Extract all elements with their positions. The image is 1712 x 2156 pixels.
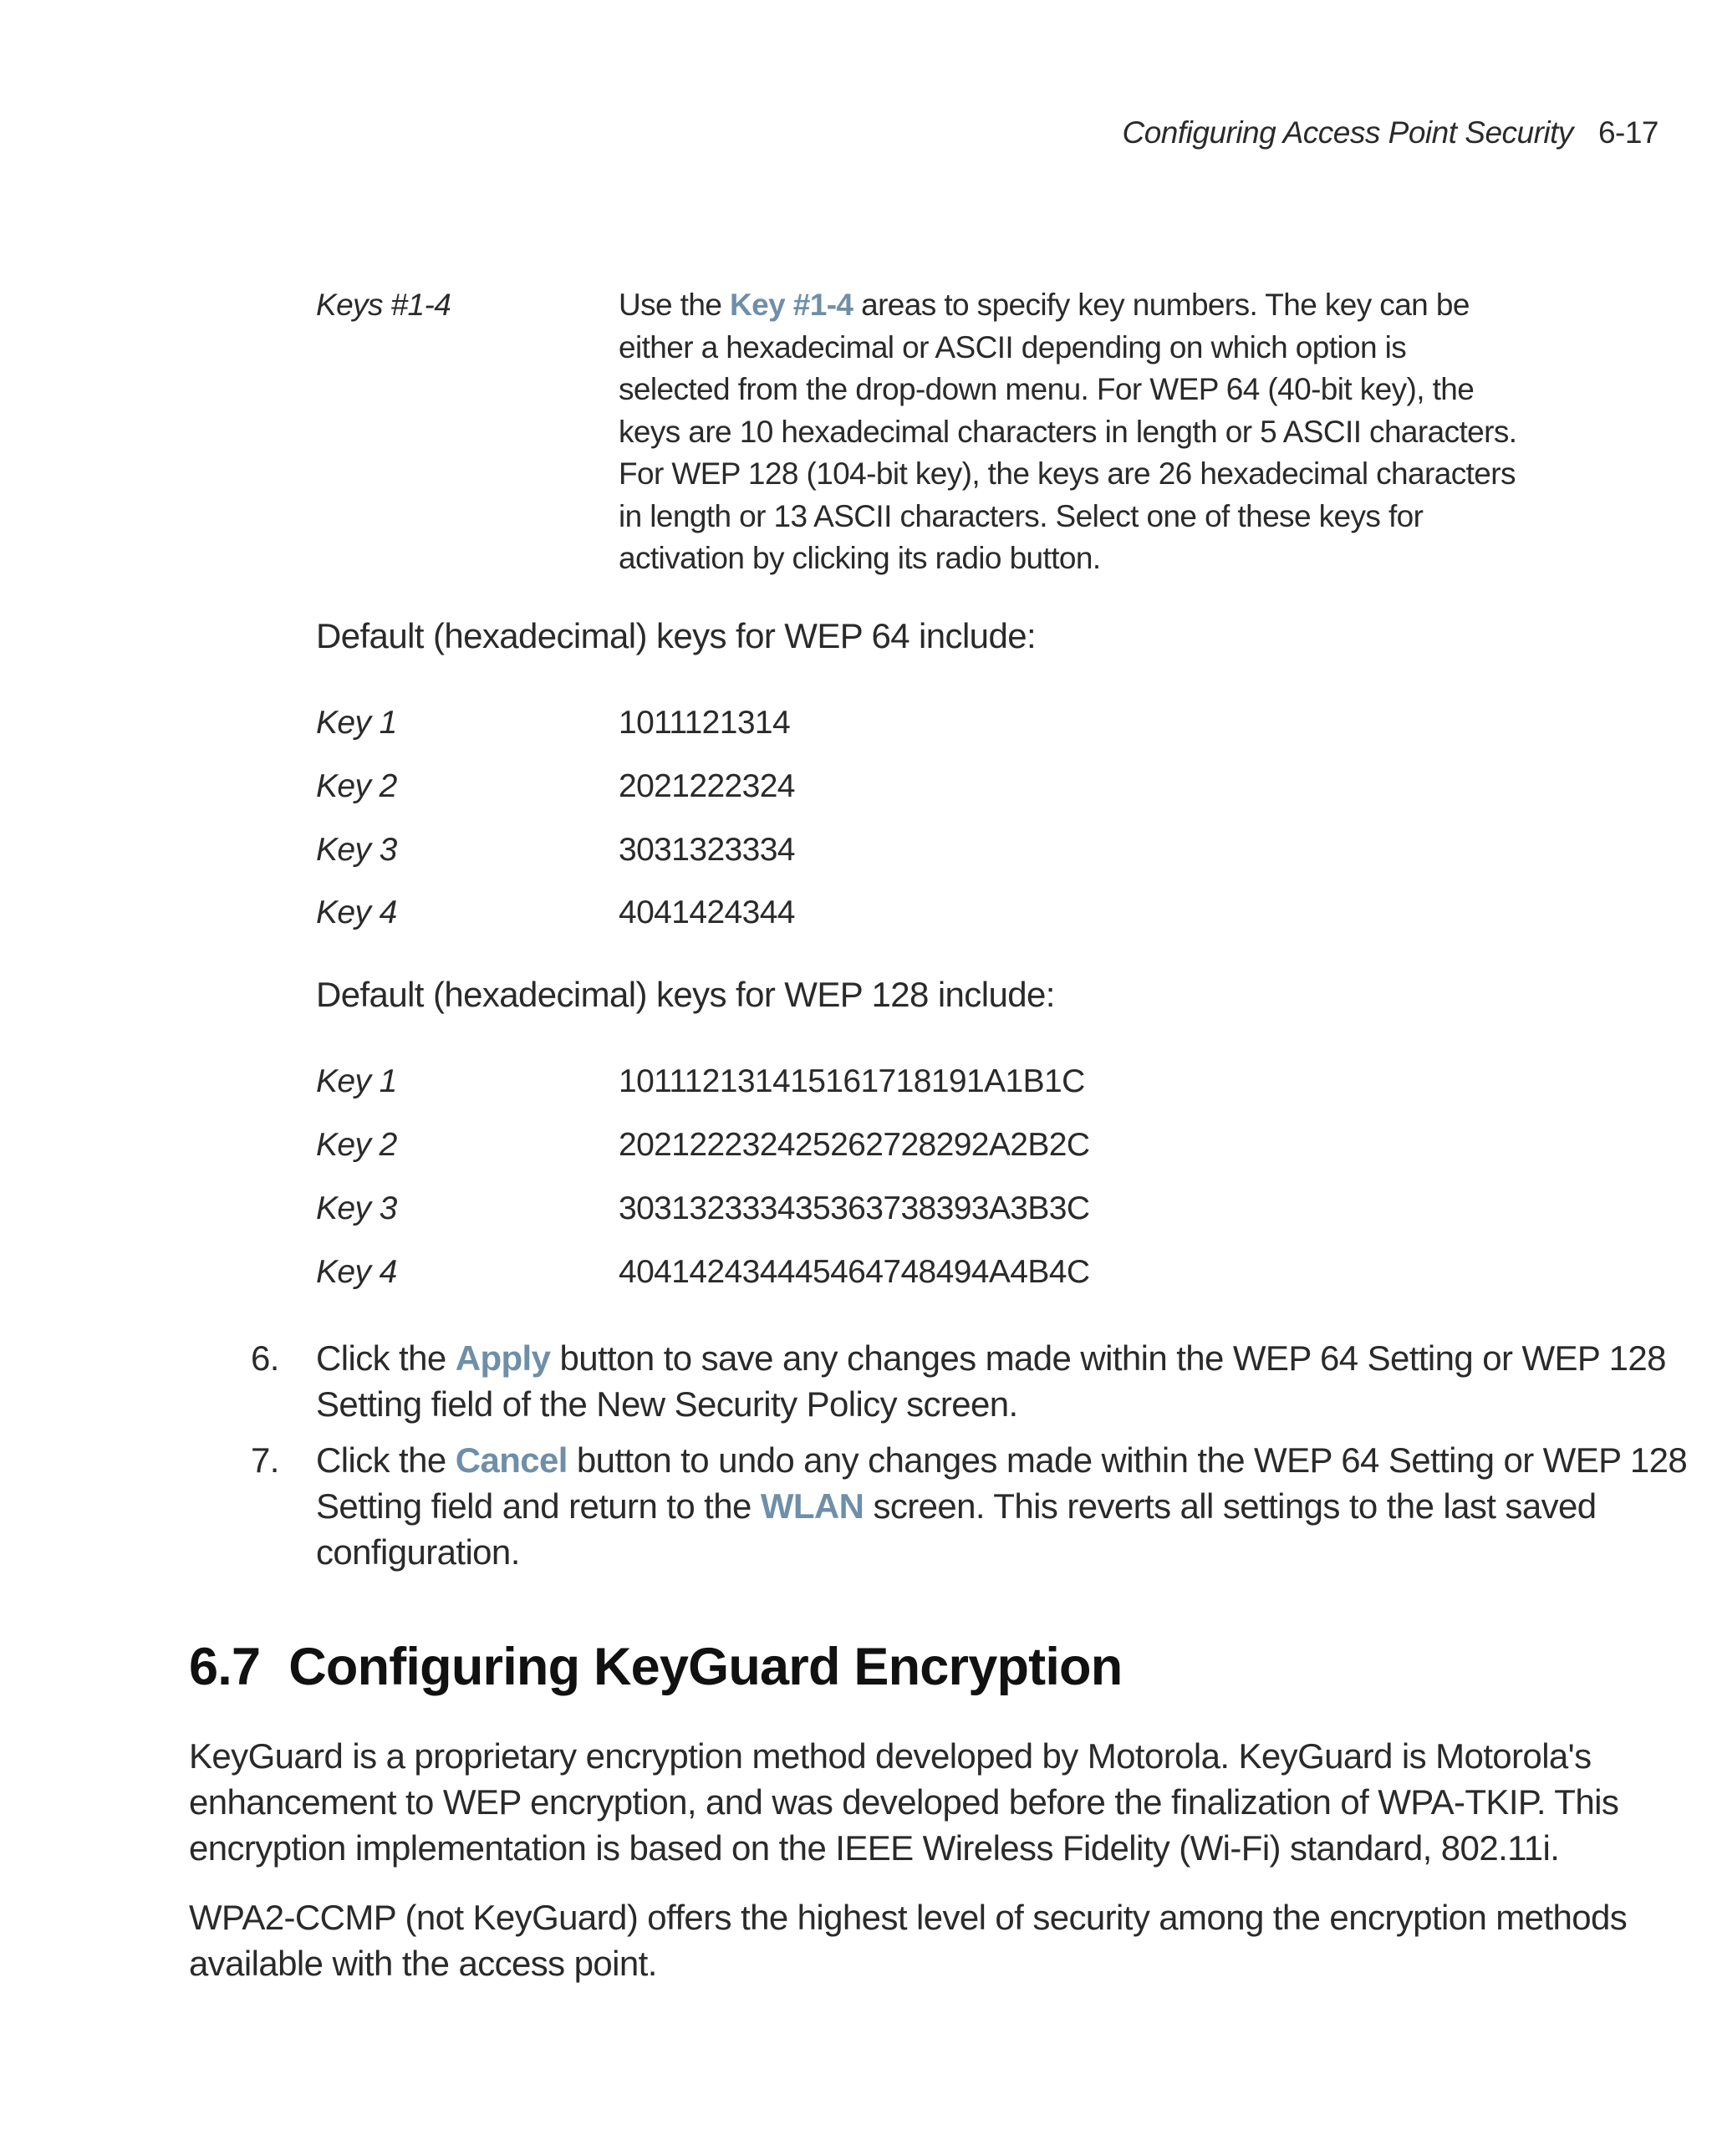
text-run: button to undo any changes made within the WEP 64 Setting or WEP 128 bbox=[567, 1440, 1688, 1480]
header-section-title: Configuring Access Point Security bbox=[1122, 115, 1573, 150]
definition-line: either a hexadecimal or ASCII depending on which option is bbox=[619, 329, 1407, 364]
step-number: 7. bbox=[251, 1440, 279, 1480]
body-paragraph bbox=[189, 1733, 1618, 1871]
apply-button-reference: Apply bbox=[455, 1338, 551, 1378]
step-line bbox=[316, 1335, 1666, 1381]
running-header bbox=[1122, 115, 1658, 150]
section-number: 6.7 bbox=[189, 1638, 261, 1696]
definition-description bbox=[619, 284, 1517, 580]
paragraph-line: available with the access point. bbox=[189, 1944, 657, 1983]
page-number: 6-17 bbox=[1597, 115, 1658, 150]
section-heading bbox=[189, 1637, 1122, 1697]
key-value: 4041424344 bbox=[619, 895, 795, 930]
step-number: 6. bbox=[251, 1338, 279, 1378]
paragraph-line: encryption implementation is based on the IEEE Wireless Fidelity (Wi-Fi) standard, 802.11i. bbox=[189, 1828, 1560, 1868]
key-range-highlight: Key #1-4 bbox=[730, 288, 853, 322]
text-run: Click the bbox=[316, 1338, 456, 1378]
key-value: 2021222324 bbox=[619, 768, 795, 804]
wep64-intro: Default (hexadecimal) keys for WEP 64 include: bbox=[316, 616, 1037, 655]
key-name: Key 3 bbox=[316, 832, 397, 868]
definition-term: Keys #1-4 bbox=[316, 288, 451, 322]
key-value: 101112131415161718191A1B1C bbox=[619, 1063, 1085, 1099]
definition-line: For WEP 128 (104-bit key), the keys are 26 hexadecimal characters bbox=[619, 456, 1516, 491]
wlan-screen-reference: WLAN bbox=[760, 1486, 864, 1526]
text-run: Setting field and return to the bbox=[316, 1486, 761, 1526]
step-line bbox=[316, 1483, 1687, 1529]
key-name: Key 2 bbox=[316, 1127, 397, 1163]
definition-line: in length or 13 ASCII characters. Select one of these keys for bbox=[619, 498, 1424, 533]
key-name: Key 4 bbox=[316, 1254, 397, 1290]
text-run: screen. This reverts all settings to the last saved bbox=[864, 1486, 1597, 1526]
definition-line: selected from the drop-down menu. For WEP 64 (40-bit key), the bbox=[619, 372, 1475, 406]
step-line: configuration. bbox=[316, 1532, 520, 1572]
body-paragraph bbox=[189, 1894, 1627, 1986]
paragraph-line: enhancement to WEP encryption, and was developed before the finalization of WPA-TKIP. This bbox=[189, 1782, 1619, 1822]
key-value: 404142434445464748494A4B4C bbox=[619, 1254, 1090, 1290]
text-run: Click the bbox=[316, 1440, 456, 1480]
step-line: Setting field of the New Security Policy screen. bbox=[316, 1384, 1018, 1424]
wep128-intro: Default (hexadecimal) keys for WEP 128 include: bbox=[316, 975, 1055, 1014]
paragraph-line: KeyGuard is a proprietary encryption method developed by Motorola. KeyGuard is Motorola's bbox=[189, 1736, 1592, 1776]
key-name: Key 4 bbox=[316, 895, 397, 930]
key-value: 303132333435363738393A3B3C bbox=[619, 1190, 1090, 1226]
key-name: Key 2 bbox=[316, 768, 397, 804]
key-value: 1011121314 bbox=[619, 705, 791, 741]
cancel-button-reference: Cancel bbox=[455, 1440, 568, 1480]
step-text bbox=[316, 1437, 1687, 1575]
key-name: Key 3 bbox=[316, 1190, 397, 1226]
text-run: areas to specify key numbers. The key can be bbox=[853, 288, 1470, 322]
key-value: 202122232425262728292A2B2C bbox=[619, 1127, 1090, 1163]
definition-line: activation by clicking its radio button. bbox=[619, 541, 1101, 575]
key-value: 3031323334 bbox=[619, 832, 795, 868]
key-name: Key 1 bbox=[316, 705, 397, 741]
text-run: Use the bbox=[619, 288, 730, 322]
text-run: button to save any changes made within the WEP 64 Setting or WEP 128 bbox=[550, 1338, 1666, 1378]
paragraph-line: WPA2-CCMP (not KeyGuard) offers the highest level of security among the encryption methods bbox=[189, 1898, 1628, 1937]
step-text bbox=[316, 1335, 1666, 1427]
step-line bbox=[316, 1437, 1687, 1483]
definition-line: keys are 10 hexadecimal characters in length or 5 ASCII characters. bbox=[619, 414, 1517, 449]
key-name: Key 1 bbox=[316, 1063, 397, 1099]
section-title: Configuring KeyGuard Encryption bbox=[288, 1638, 1123, 1696]
definition-line bbox=[619, 284, 1470, 327]
